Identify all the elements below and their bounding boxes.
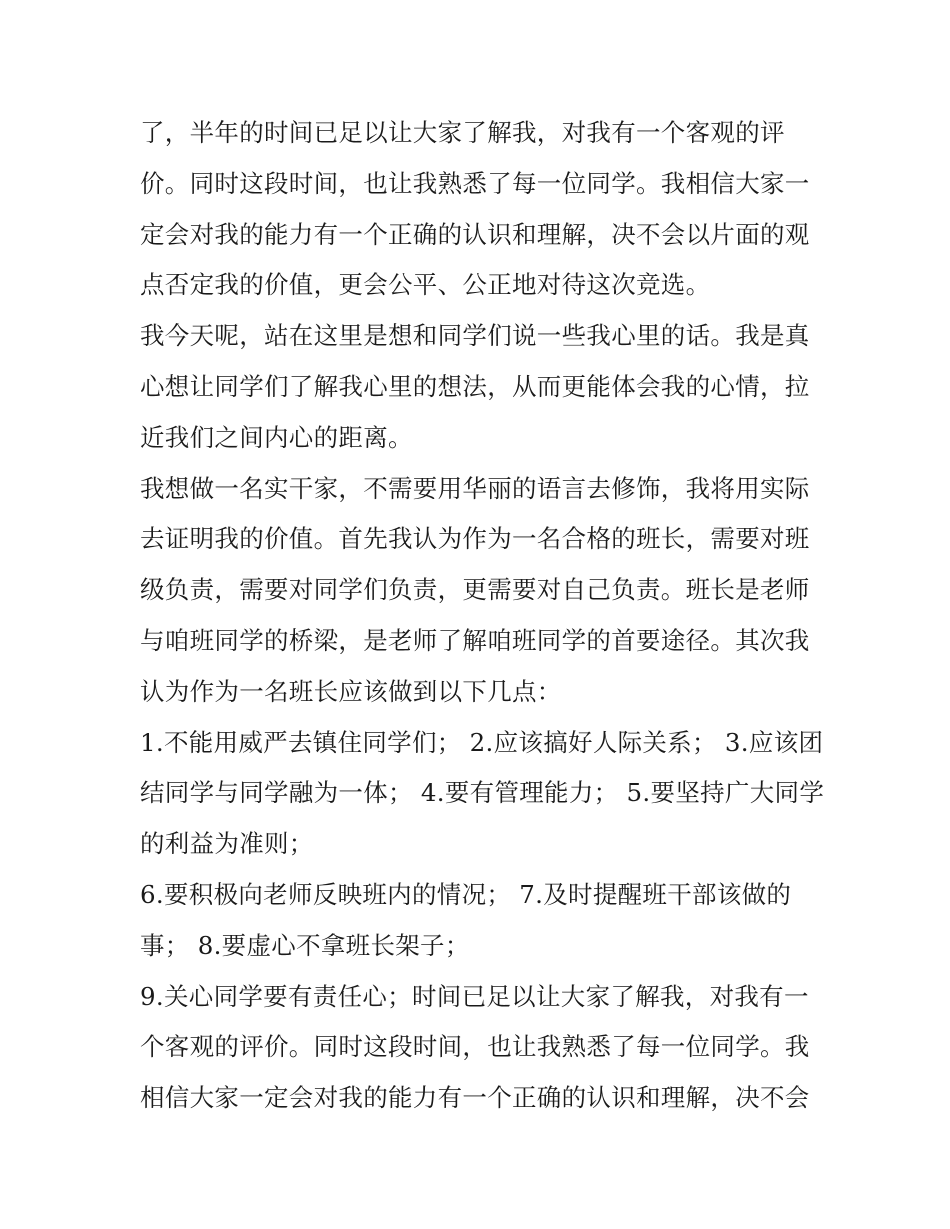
text-line: 点否定我的价值，更会公平、公正地对待这次竞选。 (140, 270, 711, 300)
text-line: 定会对我的能力有一个正确的认识和理解，决不会以片面的观 (140, 219, 810, 249)
paragraph-5-list (140, 870, 820, 972)
paragraph-3 (140, 464, 820, 718)
text-line: 的利益为准则； (140, 829, 314, 859)
text-line: 个客观的评价。同时这段时间，也让我熟悉了每一位同学。我 (140, 1032, 810, 1062)
text-line: 我想做一名实干家，不需要用华丽的语言去修饰，我将用实际 (140, 473, 810, 503)
text-line: 相信大家一定会对我的能力有一个正确的认识和理解，决不会 (140, 1083, 810, 1113)
text-line: 去证明我的价值。首先我认为作为一名合格的班长，需要对班 (140, 524, 810, 554)
text-line: 近我们之间内心的距离。 (140, 422, 413, 452)
text-line: 价。同时这段时间，也让我熟悉了每一位同学。我相信大家一 (140, 168, 810, 198)
text-line: 了，半年的时间已足以让大家了解我，对我有一个客观的评 (140, 118, 785, 147)
text-line: 1.不能用威严去镇住同学们； 2.应该搞好人际关系； 3.应该团 (140, 727, 824, 757)
text-line: 9.关心同学要有责任心；时间已足以让大家了解我，对我有一 (140, 981, 809, 1011)
text-line: 6.要积极向老师反映班内的情况； 7.及时提醒班干部该做的 (140, 879, 792, 909)
paragraph-4-list (140, 718, 825, 870)
text-line: 认为作为一名班长应该做到以下几点： (140, 676, 562, 706)
paragraph-1 (140, 108, 820, 311)
document-body (140, 108, 825, 1124)
text-line: 与咱班同学的桥梁，是老师了解咱班同学的首要途径。其次我 (140, 625, 810, 655)
text-line: 我今天呢，站在这里是想和同学们说一些我心里的话。我是真 (140, 321, 810, 351)
text-line: 级负责，需要对同学们负责，更需要对自己负责。班长是老师 (140, 575, 810, 605)
text-line: 事； 8.要虚心不拿班长架子； (140, 930, 470, 960)
text-line: 心想让同学们了解我心里的想法，从而更能体会我的心情，拉 (140, 371, 810, 401)
text-line: 结同学与同学融为一体； 4.要有管理能力； 5.要坚持广大同学 (140, 778, 825, 808)
paragraph-2 (140, 311, 820, 463)
paragraph-6 (140, 972, 820, 1124)
